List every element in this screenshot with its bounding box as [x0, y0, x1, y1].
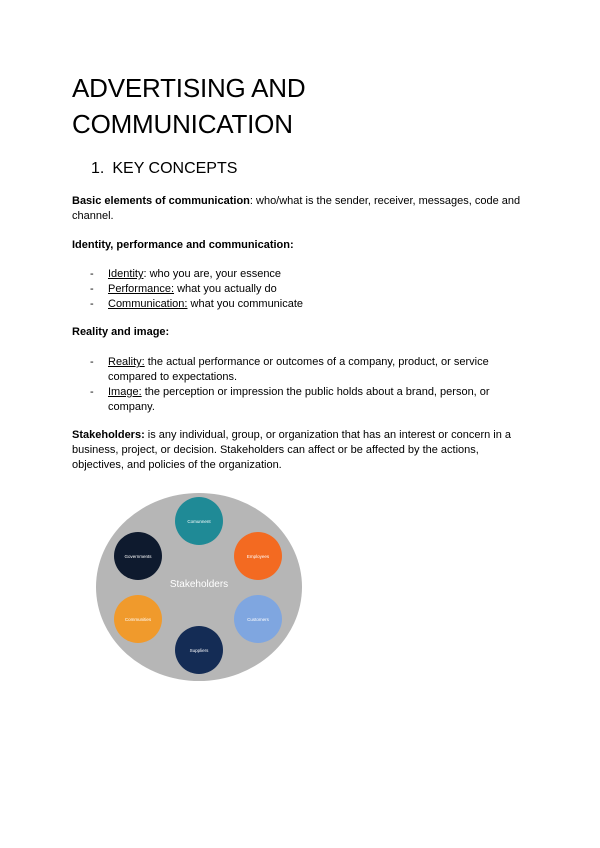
reality-text: the actual performance or outcomes of a company, product, or service compared to expectations. [108, 356, 489, 383]
node-top [175, 497, 223, 545]
basic-elements-paragraph [72, 194, 532, 224]
section-title: KEY CONCEPTS [112, 160, 238, 177]
reality-term: Reality: [108, 356, 145, 368]
list-item: - Reality: the actual performance or outcomes of a company, product, or service compared to expectations. [90, 356, 489, 383]
identity-term: Identity [108, 268, 144, 280]
list-item: - Communication: what you communicate [90, 298, 304, 310]
node-label: Communities [124, 616, 152, 622]
identity-term-separator: : [143, 268, 147, 280]
communication-term: Communication: [108, 298, 188, 310]
basic-elements-text: : who/what is the sender, receiver, messages, code and channel. [72, 195, 521, 222]
stakeholders-diagram [96, 493, 302, 681]
identity-heading-text: Identity, performance and communication: [72, 239, 294, 251]
node-top-right [234, 532, 282, 580]
node-label: Comunnent [187, 518, 211, 524]
performance-text: what you actually do [174, 283, 277, 295]
node-label: Suppliers [189, 647, 209, 653]
list-item: - Image: the perception or impression the public holds about a brand, person, or company. [90, 386, 490, 413]
section-heading [91, 159, 237, 179]
node-bottom-right [234, 595, 282, 643]
node-label: Governments [124, 553, 152, 559]
image-text: the perception or impression the public holds about a brand, person, or company. [108, 386, 490, 413]
communication-text: what you communicate [187, 298, 304, 310]
performance-term: Performance: [108, 283, 175, 295]
reality-heading [72, 325, 532, 340]
list-item: - Identity: who you are, your essence [90, 268, 282, 280]
document-title: ADVERTISING AND COMMUNICATION [72, 73, 306, 139]
section-number: 1. [91, 160, 105, 177]
stakeholders-text: is any individual, group, or organization that has an interest or concern in a business, project, or decision. Stakeholders can affect or be affected by the actions, objectives, and policies of the organization. [72, 429, 512, 471]
node-label: Customers [247, 616, 269, 622]
node-top-left [114, 532, 162, 580]
basic-elements-label: Basic elements of communication [72, 195, 250, 207]
reality-heading-text: Reality and image: [72, 326, 170, 338]
identity-list [90, 267, 510, 312]
list-item: - Performance: what you actually do [90, 283, 277, 295]
stakeholders-paragraph [72, 428, 532, 473]
image-term: Image: [108, 386, 142, 398]
node-bottom [175, 626, 223, 674]
identity-heading [72, 238, 532, 253]
identity-text: who you are, your essence [146, 268, 282, 280]
stakeholders-label: Stakeholders: [72, 429, 145, 441]
diagram-center-label: Stakeholders [169, 579, 229, 590]
reality-list [90, 355, 510, 415]
node-label: Employees [246, 553, 270, 559]
node-bottom-left [114, 595, 162, 643]
